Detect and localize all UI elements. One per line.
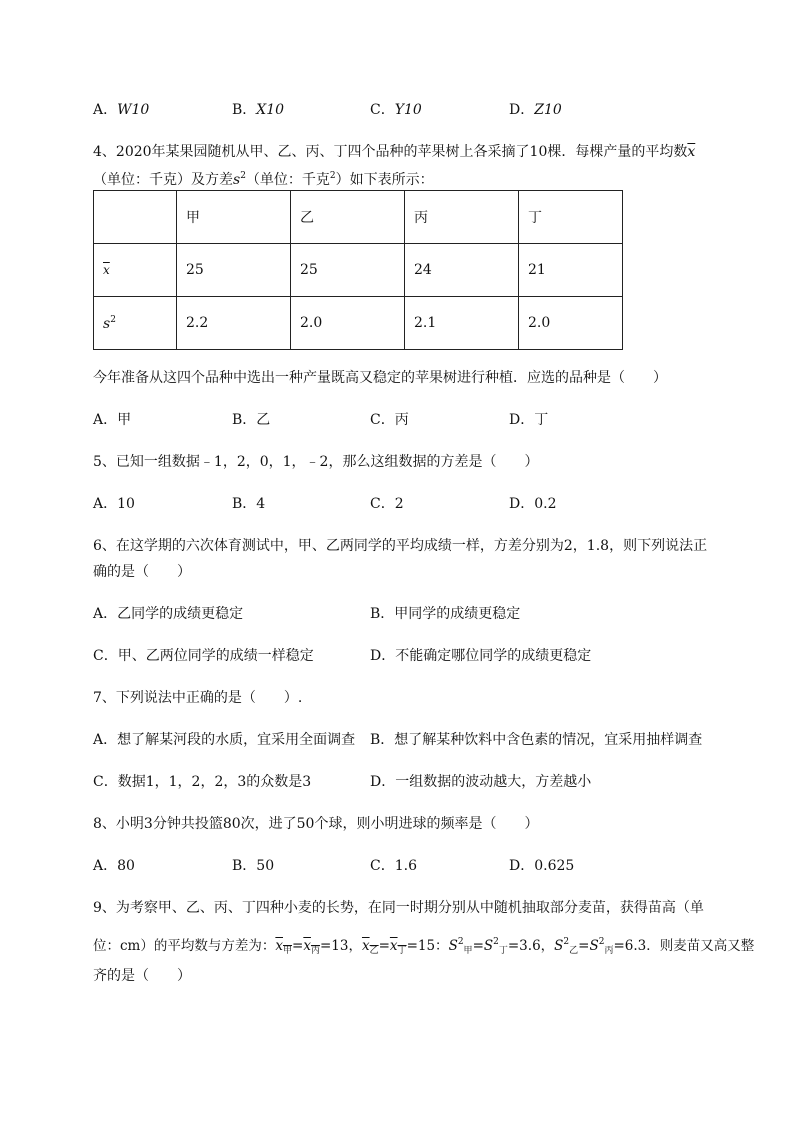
table-header-yi: 乙 xyxy=(291,191,405,244)
q5-option-a: A．10 xyxy=(93,496,135,512)
q7-question: 7、下列说法中正确的是（ ）. xyxy=(93,690,303,706)
table-cell: 25 xyxy=(291,244,405,297)
table-header-jia: 甲 xyxy=(177,191,291,244)
q7-option-b: B．想了解某种饮料中含色素的情况，宜采用抽样调查 xyxy=(370,732,703,748)
q6-stem-line1: 6、在这学期的六次体育测试中，甲、乙两同学的平均成绩一样，方差分别为2，1.8，则下列说法正 xyxy=(93,538,708,554)
table-cell: 2.1 xyxy=(405,297,519,350)
q5-option-b: B．4 xyxy=(232,496,266,512)
table-cell: 2.2 xyxy=(177,297,291,350)
q4-option-d: D．丁 xyxy=(509,412,549,428)
table-header-ding: 丁 xyxy=(519,191,623,244)
q7-option-a: A．想了解某河段的水质，宜采用全面调查 xyxy=(93,732,356,748)
table-cell: 25 xyxy=(177,244,291,297)
q4-stem-line2: （单位：千克）及方差$s^2$（单位：千克$^2$）如下表所示： xyxy=(93,171,434,188)
table-header-row xyxy=(94,191,623,244)
table-header-bing: 丙 xyxy=(405,191,519,244)
table-row-variance xyxy=(94,297,623,350)
q9-stem-line1: 9、为考察甲、乙、丙、丁四种小麦的长势，在同一时期分别从中随机抽取部分麦苗，获得苗高（单 xyxy=(93,900,704,916)
table-cell: 2.0 xyxy=(291,297,405,350)
q8-option-c: C．1.6 xyxy=(370,858,417,874)
q8-option-b: B．50 xyxy=(232,858,275,874)
q4-option-a: A．甲 xyxy=(93,412,132,428)
q3-option-a: A．W10 xyxy=(93,102,150,118)
x-bar-symbol: $\overline{x}$ xyxy=(687,144,696,160)
q5-option-c: C．2 xyxy=(370,496,404,512)
q8-option-a: A．80 xyxy=(93,858,135,874)
q4-question: 今年准备从这四个品种中选出一种产量既高又稳定的苹果树进行种植．应选的品种是（ ） xyxy=(93,370,667,386)
table-row-mean xyxy=(94,244,623,297)
q9-stem-line2: 位：cm）的平均数与方差为：$\overline{x}_甲=\overline{x}_丙=13$，$\overline{x}_乙=\overline{x}_丁=15$：$S^2_甲=S^2_丁=3.6$，$S^2_乙=S^2_丙=6.3$．则麦苗又高又整 xyxy=(93,937,755,956)
q5-question: 5、已知一组数据﹣1，2，0，1，﹣2，那么这组数据的方差是（ ） xyxy=(93,454,539,470)
table-cell: 24 xyxy=(405,244,519,297)
table-cell xyxy=(94,191,177,244)
q4-stem-line1: 4、2020年某果园随机从甲、乙、丙、丁四个品种的苹果树上各采摘了10棵．每棵产量的平均数$\overline{x}$ xyxy=(93,144,696,160)
q8-option-d: D．0.625 xyxy=(509,858,575,874)
q3-option-b: B．X10 xyxy=(232,102,285,118)
table-row-label-variance: $s^2$ xyxy=(94,297,177,350)
table-row-label-mean: $\overline{x}$ xyxy=(94,244,177,297)
table-cell: 21 xyxy=(519,244,623,297)
q5-option-d: D．0.2 xyxy=(509,496,557,512)
q6-option-a: A．乙同学的成绩更稳定 xyxy=(93,606,244,622)
q3-option-c: C．Y10 xyxy=(370,102,422,118)
q6-option-d: D．不能确定哪位同学的成绩更稳定 xyxy=(370,648,592,664)
q6-stem-line2: 确的是（ ） xyxy=(93,564,191,580)
q4-data-table xyxy=(93,190,623,350)
q6-option-b: B．甲同学的成绩更稳定 xyxy=(370,606,521,622)
table-cell: 2.0 xyxy=(519,297,623,350)
q7-option-d: D．一组数据的波动越大，方差越小 xyxy=(370,774,592,790)
q8-question: 8、小明3分钟共投篮80次，进了50个球，则小明进球的频率是（ ） xyxy=(93,816,539,832)
q4-option-b: B．乙 xyxy=(232,412,271,428)
q4-option-c: C．丙 xyxy=(370,412,409,428)
q7-option-c: C．数据1，1，2，2，3的众数是3 xyxy=(93,774,312,790)
q9-stem-line3: 齐的是（ ） xyxy=(93,968,191,984)
q6-option-c: C．甲、乙两位同学的成绩一样稳定 xyxy=(93,648,314,664)
q3-option-d: D．Z10 xyxy=(509,102,562,118)
